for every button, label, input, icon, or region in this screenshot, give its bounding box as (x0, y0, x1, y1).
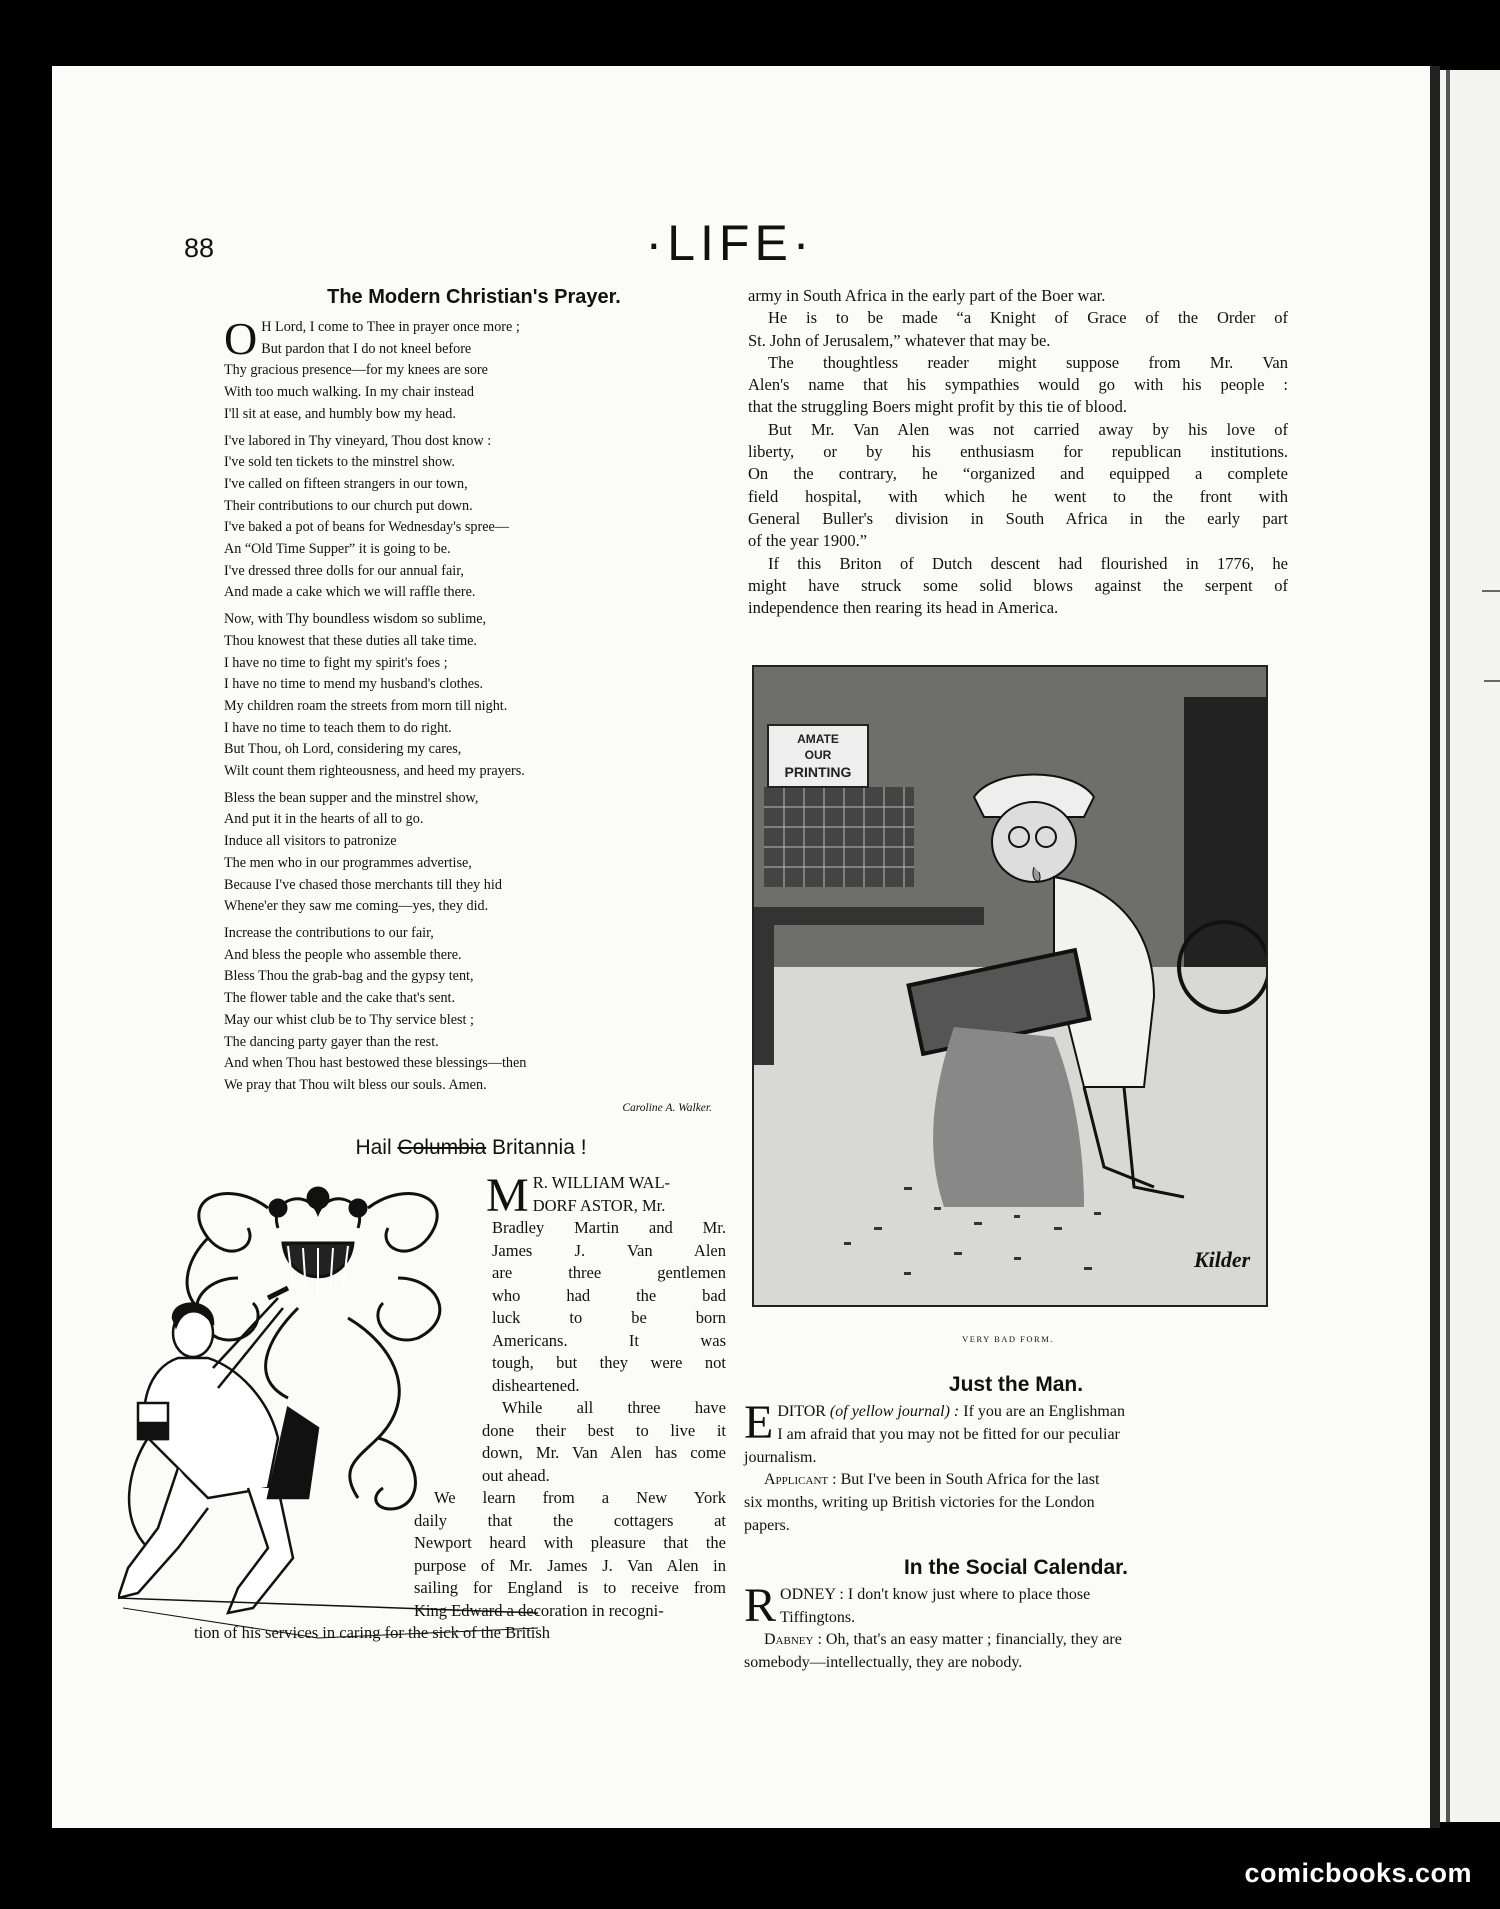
article-line: that the struggling Boers might profit by this tie of blood. (748, 397, 1128, 417)
hail-text-line: Newport heard with pleasure that the (414, 1533, 726, 1552)
editor-paren: (of yellow journal) : (829, 1403, 960, 1420)
poem-line: Increase the contributions to our fair, (224, 924, 434, 941)
hail-text-line: King Edward a decoration in recogni- (414, 1600, 664, 1620)
hail-last-line (194, 1622, 726, 1645)
hail-title-post: Britannia ! (486, 1136, 587, 1159)
poem-stanza (224, 788, 724, 918)
poem-line: Thou knowest that these duties all take time. (224, 632, 477, 649)
poem-line: Bless Thou the grab-bag and the gypsy tent, (224, 968, 474, 985)
hail-text-line: who had the bad (492, 1285, 726, 1305)
poem-line: I have no time to teach them to do right. (224, 719, 452, 736)
editor-rest-1: If you are an Englishman (963, 1403, 1125, 1420)
poem-line: I've labored in Thy vineyard, Thou dost know : (224, 432, 492, 449)
adjacent-page-edge (1440, 70, 1500, 1822)
editor-line-3: journalism. (744, 1448, 817, 1466)
article-line: The thoughtless reader might suppose from Mr. Van (768, 352, 1288, 372)
poem-line: May our whist club be to Thy service blest ; (224, 1011, 474, 1028)
poem-line: The men who in our programmes advertise, (224, 854, 472, 871)
rodney-line-1 (744, 1584, 1288, 1607)
poem-line: I have no time to fight my spirit's foes ; (224, 654, 448, 671)
poem-stanza (224, 313, 724, 426)
applicant-line-2: six months, writing up British victories for the London (744, 1494, 1095, 1512)
article-line: If this Briton of Dutch descent had flourished in 1776, he (768, 553, 1288, 573)
poem-line: I've called on fifteen strangers in our town, (224, 475, 468, 492)
poem-line: Because I've chased those merchants till they hid (224, 876, 502, 893)
dabney-label: Dabney : (764, 1631, 822, 1649)
page-spine (1430, 66, 1440, 1828)
poem-body (224, 313, 724, 1097)
hail-text-line: out ahead. (482, 1465, 550, 1485)
applicant-label: Applicant : (764, 1471, 837, 1489)
cartoon-signature: Kilder (1194, 1247, 1251, 1272)
poem-line: Induce all visitors to patronize (224, 833, 397, 850)
hail-text-line: done their best to live it (482, 1420, 726, 1440)
hail-title-struck: Columbia (397, 1136, 487, 1159)
hail-title (306, 1136, 636, 1160)
article-line: But Mr. Van Alen was not carried away by his love of (768, 419, 1288, 439)
dabney-text-1: Oh, that's an easy matter ; financially, they are (825, 1631, 1122, 1649)
article-line: Alen's name that his sympathies would go with his people : (748, 375, 1288, 395)
hail-title-pre: Hail (355, 1136, 398, 1159)
hail-line-2: DORF ASTOR, Mr. (532, 1195, 666, 1215)
just-the-man-section (744, 1373, 1288, 1675)
poem-section (224, 286, 724, 1114)
hail-text-line: tough, but they were not (492, 1353, 726, 1372)
hail-text-line: down, Mr. Van Alen has come (482, 1443, 726, 1462)
poem-stanza (224, 431, 724, 605)
applicant-line-1 (744, 1469, 1288, 1492)
applicant-text-1: But I've been in South Africa for the last (840, 1471, 1100, 1489)
hail-line-1: R. WILLIAM WAL- (532, 1173, 671, 1192)
article-line: He is to be made “a Knight of Grace of the Order of (768, 308, 1288, 328)
poem-line: H Lord, I come to Thee in prayer once more ; (261, 319, 520, 335)
poem-drop-cap: O (224, 313, 258, 364)
poem-line: Wilt count them righteousness, and heed my prayers. (224, 763, 525, 780)
poem-line: The dancing party gayer than the rest. (224, 1033, 439, 1050)
cartoon-printer-drawing (754, 667, 1266, 1305)
hail-text-line: Bradley Martin and Mr. (492, 1218, 726, 1237)
poem-line: And put it in the hearts of all to go. (224, 811, 424, 828)
poem-line: And when Thou hast bestowed these blessings—then (224, 1055, 527, 1072)
poem-line: I've baked a pot of beans for Wednesday's spree— (224, 519, 509, 536)
hail-last-line-text: tion of his services in caring for the sick of the British (194, 1623, 551, 1642)
hail-text-line: James J. Van Alen (492, 1240, 726, 1260)
sign-line-1: AMATE (797, 732, 839, 746)
poem-line: But Thou, oh Lord, considering my cares, (224, 741, 462, 758)
poem-line: The flower table and the cake that's sent. (224, 990, 456, 1007)
rodney-word: ODNEY : (780, 1585, 844, 1603)
poem-line: I'll sit at ease, and humbly bow my head. (224, 405, 456, 422)
editor-word: DITOR (777, 1403, 826, 1420)
cartoon-caption: VERY BAD FORM. (962, 1334, 1054, 1344)
hail-text-line: are three gentlemen (492, 1263, 726, 1282)
poem-line: Whene'er they saw me coming—yes, they did. (224, 898, 489, 915)
poem-line: Bless the bean supper and the minstrel show, (224, 789, 479, 806)
hail-paragraph-3 (414, 1487, 726, 1622)
article-line: liberty, or by his enthusiasm for republican institutions. (748, 442, 1288, 462)
hail-drop-cap: M (486, 1169, 529, 1222)
hail-text-line: daily that the cottagers at (414, 1510, 726, 1530)
hail-intro (486, 1169, 726, 1222)
sign-line-2: OUR (804, 748, 832, 762)
article-line: field hospital, with which he went to the front with (748, 486, 1288, 506)
article-line: General Buller's division in South Africa in the early part (748, 508, 1288, 528)
right-column-text (748, 285, 1288, 619)
hail-text-line: While all three have (502, 1398, 726, 1417)
article-line: independence then rearing its head in America. (748, 598, 1059, 618)
poem-line: And bless the people who assemble there. (224, 946, 462, 963)
social-drop-cap: R (744, 1578, 777, 1632)
masthead: ·LIFE· (645, 215, 815, 271)
poem-line: With too much walking. In my chair instead (224, 384, 475, 401)
poem-stanza (224, 609, 724, 783)
rodney-text-1: I don't know just where to place those (847, 1585, 1091, 1603)
article-line: St. John of Jerusalem,” whatever that may be. (748, 330, 1051, 350)
rodney-line-2: Tiffingtons. (780, 1608, 856, 1626)
dabney-line-2: somebody—intellectually, they are nobody. (744, 1654, 1023, 1672)
poem-title: The Modern Christian's Prayer. (327, 286, 621, 308)
hail-text-line: disheartened. (492, 1375, 580, 1395)
dabney-line-1 (744, 1629, 1288, 1652)
cartoon-illustration (752, 665, 1268, 1307)
editor-line-2: I am afraid that you may not be fitted for our peculiar (777, 1425, 1120, 1443)
poem-line: I've sold ten tickets to the minstrel show. (224, 454, 455, 471)
just-the-man-title: Just the Man. (948, 1373, 1084, 1396)
poem-line: I have no time to mend my husband's clothes. (224, 676, 484, 693)
poem-line: An “Old Time Supper” it is going to be. (224, 541, 451, 558)
poem-line: I've dressed three dolls for our annual fair, (224, 562, 464, 579)
poem-line: Thy gracious presence—for my knees are sore (224, 362, 488, 379)
sign-line-3: PRINTING (784, 764, 852, 780)
hail-text-line: luck to be born (492, 1308, 726, 1327)
social-title: In the Social Calendar. (903, 1555, 1129, 1579)
poem-line: Their contributions to our church put down. (224, 497, 473, 514)
poem-author: Caroline A. Walker. (622, 1101, 712, 1114)
applicant-line-3: papers. (744, 1516, 790, 1534)
article-line: of the year 1900.” (748, 531, 868, 551)
site-watermark: comicbooks.com (1244, 1858, 1472, 1888)
article-line: On the contrary, he “organized and equipped a complete (748, 464, 1288, 484)
poem-line: My children roam the streets from morn till night. (224, 697, 508, 714)
poem-line: And made a cake which we will raffle there. (224, 584, 476, 601)
poem-stanza (224, 923, 724, 1097)
hail-text-line: We learn from a New York (434, 1488, 726, 1507)
hail-narrow-text (492, 1217, 726, 1397)
article-line: army in South Africa in the early part of the Boer war. (748, 286, 1106, 305)
poem-line: We pray that Thou wilt bless our souls. Amen. (224, 1076, 487, 1093)
page-number: 88 (184, 233, 215, 263)
hail-text-line: Americans. It was (492, 1330, 726, 1350)
article-line: might have struck some solid blows against the serpent of (748, 575, 1288, 595)
hail-text-line: purpose of Mr. James J. Van Alen in (414, 1555, 726, 1575)
hail-paragraph-2 (482, 1397, 726, 1487)
poem-line: Now, with Thy boundless wisdom so sublime, (224, 611, 487, 628)
editor-line-1 (744, 1401, 1288, 1424)
just-the-man-drop-cap: E (744, 1396, 774, 1449)
poem-line: But pardon that I do not kneel before (261, 340, 472, 357)
hail-text-line: sailing for England is to receive from (414, 1578, 726, 1597)
